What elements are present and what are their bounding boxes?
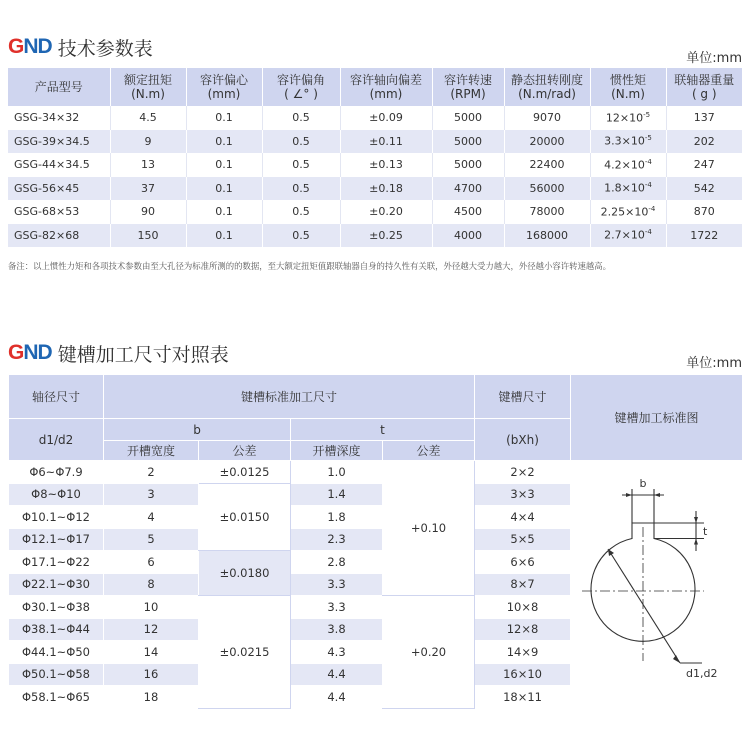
slot-width: 4 (104, 506, 199, 529)
inertia-exponent: -4 (644, 181, 652, 190)
inertia-exponent: -4 (648, 204, 656, 213)
spec-cell-rpm: 5000 (432, 106, 504, 130)
keyway-diagram-drawing (572, 465, 742, 701)
spec-header-4 (340, 68, 432, 106)
spec-cell-stiff: 78000 (504, 200, 590, 224)
slot-width: 14 (104, 641, 199, 664)
spec-cell-angle: 0.5 (262, 224, 340, 248)
keyway-table-row (9, 461, 743, 484)
spec-header-line1: 惯性矩 (609, 73, 646, 87)
spec-cell-weight: 202 (666, 130, 742, 154)
spec-cell-axial: ±0.18 (340, 177, 432, 201)
spec-cell-weight: 870 (666, 200, 742, 224)
slot-depth: 4.3 (291, 641, 383, 664)
spec-cell-weight: 542 (666, 177, 742, 201)
slot-width: 5 (104, 528, 199, 551)
spec-cell-inertia (590, 130, 666, 154)
slot-width: 6 (104, 551, 199, 574)
slot-depth: 2.3 (291, 528, 383, 551)
spec-header-line2: (N.m) (131, 87, 165, 101)
spec-cell-rpm: 4500 (432, 200, 504, 224)
spec-cell-stiff: 22400 (504, 153, 590, 177)
slot-width: 3 (104, 483, 199, 506)
b-arrow-right (654, 493, 660, 497)
key-size: 14×9 (475, 641, 571, 664)
spec-cell-axial: ±0.09 (340, 106, 432, 130)
spec-table-row (8, 200, 742, 224)
slot-width: 10 (104, 596, 199, 619)
slot-depth: 1.0 (291, 461, 383, 484)
header-key-size: 键槽尺寸 (475, 375, 571, 419)
slot-width: 2 (104, 461, 199, 484)
shaft-diameter: Φ38.1~Φ44 (9, 618, 104, 641)
spec-header-2 (186, 68, 262, 106)
keyway-section-header (8, 338, 229, 368)
inertia-base: 3.3×10 (604, 135, 645, 149)
spec-cell-angle: 0.5 (262, 106, 340, 130)
spec-table-row (8, 153, 742, 177)
spec-cell-ecc: 0.1 (186, 130, 262, 154)
spec-table (8, 68, 742, 247)
spec-header-line1: 额定扭矩 (123, 73, 172, 87)
spec-cell-torque: 37 (110, 177, 186, 201)
header-tolerance-b: 公差 (199, 441, 291, 461)
spec-note: 备注：以上惯性力矩和各项技术参数由至大孔径为标准所测的的数据，至大额定扭矩值跟联轴器自身的持久性有关联，外径越大受力越大，外径越小容许转速越高。 (8, 261, 611, 271)
shaft-diameter: Φ8~Φ10 (9, 483, 104, 506)
slot-width: 16 (104, 663, 199, 686)
slot-depth: 3.8 (291, 618, 383, 641)
shaft-diameter: Φ50.1~Φ58 (9, 663, 104, 686)
header-t: t (291, 419, 475, 441)
slot-depth: 4.4 (291, 663, 383, 686)
key-size: 18×11 (475, 686, 571, 709)
spec-header-line2: (N.m) (611, 87, 645, 101)
tolerance-b: ±0.0125 (199, 461, 291, 484)
header-b: b (104, 419, 291, 441)
spec-table-row (8, 130, 742, 154)
spec-header-7 (590, 68, 666, 106)
d-arrow-bottom (673, 655, 680, 663)
spec-header-1 (110, 68, 186, 106)
spec-header-line1: 容许偏心 (199, 73, 248, 87)
inertia-base: 1.8×10 (604, 182, 645, 196)
key-size: 12×8 (475, 618, 571, 641)
spec-header-line2: (RPM) (450, 87, 486, 101)
spec-header-line1: 静态扭转刚度 (510, 73, 583, 87)
inertia-exponent: -5 (643, 110, 651, 119)
spec-unit-label: 单位:mm (686, 51, 742, 66)
spec-header-line2: (N.m/rad) (518, 87, 576, 101)
spec-cell-weight: 1722 (666, 224, 742, 248)
spec-cell-torque: 13 (110, 153, 186, 177)
spec-section-header (8, 32, 153, 62)
spec-cell-stiff: 9070 (504, 106, 590, 130)
inertia-base: 2.25×10 (600, 205, 649, 219)
spec-cell-stiff: 20000 (504, 130, 590, 154)
slot-depth: 1.8 (291, 506, 383, 529)
spec-cell-model: GSG-34×32 (8, 106, 110, 130)
spec-header-5 (432, 68, 504, 106)
header-slot-depth: 开槽深度 (291, 441, 383, 461)
b-arrow-left (626, 493, 632, 497)
spec-cell-axial: ±0.11 (340, 130, 432, 154)
spec-cell-torque: 150 (110, 224, 186, 248)
spec-header-8 (666, 68, 742, 106)
spec-header-line1: 容许轴向偏差 (349, 73, 422, 87)
key-size: 10×8 (475, 596, 571, 619)
inertia-exponent: -4 (644, 228, 652, 237)
diameter-line (608, 549, 680, 663)
inertia-base: 12×10 (605, 111, 644, 125)
spec-cell-inertia (590, 153, 666, 177)
spec-cell-model: GSG-56×45 (8, 177, 110, 201)
tolerance-t: +0.10 (383, 461, 475, 596)
key-size: 2×2 (475, 461, 571, 484)
spec-cell-ecc: 0.1 (186, 153, 262, 177)
spec-header-line2: ( g ) (691, 87, 717, 101)
tolerance-t: +0.20 (383, 596, 475, 709)
slot-depth: 2.8 (291, 551, 383, 574)
spec-cell-model: GSG-82×68 (8, 224, 110, 248)
shaft-diameter: Φ10.1~Φ12 (9, 506, 104, 529)
spec-cell-ecc: 0.1 (186, 224, 262, 248)
keyway-table-title: 键槽加工尺寸对照表 (57, 343, 229, 366)
header-slot-width: 开槽宽度 (104, 441, 199, 461)
tolerance-b: ±0.0215 (199, 596, 291, 709)
label-b: b (639, 476, 647, 490)
spec-cell-inertia (590, 200, 666, 224)
key-size: 16×10 (475, 663, 571, 686)
header-standard-size: 键槽标准加工尺寸 (104, 375, 475, 419)
spec-header-line2: (mm) (369, 87, 403, 101)
spec-header-line2: ( ∠° ) (284, 87, 318, 101)
slot-depth: 1.4 (291, 483, 383, 506)
slot-depth: 3.3 (291, 573, 383, 596)
spec-cell-axial: ±0.20 (340, 200, 432, 224)
inertia-exponent: -5 (644, 134, 652, 143)
spec-header-line1: 容许偏角 (276, 73, 325, 87)
spec-cell-weight: 137 (666, 106, 742, 130)
key-size: 4×4 (475, 506, 571, 529)
spec-cell-axial: ±0.13 (340, 153, 432, 177)
shaft-diameter: Φ58.1~Φ65 (9, 686, 104, 709)
spec-cell-torque: 4.5 (110, 106, 186, 130)
spec-cell-ecc: 0.1 (186, 200, 262, 224)
inertia-base: 4.2×10 (604, 158, 645, 172)
key-size: 6×6 (475, 551, 571, 574)
inertia-base: 2.7×10 (604, 229, 645, 243)
keyway-table (8, 374, 743, 709)
slot-depth: 3.3 (291, 596, 383, 619)
spec-cell-stiff: 168000 (504, 224, 590, 248)
label-t: t (702, 524, 707, 538)
spec-cell-rpm: 5000 (432, 130, 504, 154)
spec-cell-rpm: 5000 (432, 153, 504, 177)
spec-cell-rpm: 4700 (432, 177, 504, 201)
spec-cell-inertia (590, 106, 666, 130)
spec-cell-rpm: 4000 (432, 224, 504, 248)
spec-cell-stiff: 56000 (504, 177, 590, 201)
gnd-logo: G N D (8, 35, 52, 58)
key-size: 5×5 (475, 528, 571, 551)
spec-cell-angle: 0.5 (262, 200, 340, 224)
spec-header-line1: 容许转速 (443, 73, 492, 87)
key-size: 8×7 (475, 573, 571, 596)
shaft-diameter: Φ12.1~Φ17 (9, 528, 104, 551)
key-size: 3×3 (475, 483, 571, 506)
header-bxh: (bXh) (475, 419, 571, 461)
spec-header-3 (262, 68, 340, 106)
spec-table-row (8, 224, 742, 248)
spec-cell-axial: ±0.25 (340, 224, 432, 248)
shaft-diameter: Φ30.1~Φ38 (9, 596, 104, 619)
spec-header-line1: 联轴器重量 (674, 73, 735, 87)
spec-header-row (8, 68, 742, 106)
spec-cell-model: GSG-39×34.5 (8, 130, 110, 154)
spec-cell-weight: 247 (666, 153, 742, 177)
spec-cell-torque: 90 (110, 200, 186, 224)
spec-table-row (8, 177, 742, 201)
inertia-exponent: -4 (644, 157, 652, 166)
spec-cell-inertia (590, 224, 666, 248)
spec-table-row (8, 106, 742, 130)
slot-depth: 4.4 (291, 686, 383, 709)
spec-cell-torque: 9 (110, 130, 186, 154)
shaft-diameter: Φ6~Φ7.9 (9, 461, 104, 484)
shaft-diameter: Φ17.1~Φ22 (9, 551, 104, 574)
slot-width: 12 (104, 618, 199, 641)
gnd-logo-2: G N D (8, 341, 52, 364)
spec-header-0 (8, 68, 110, 106)
header-diagram: 键槽加工标准图 (571, 375, 743, 461)
slot-width: 8 (104, 573, 199, 596)
spec-cell-model: GSG-68×53 (8, 200, 110, 224)
spec-cell-angle: 0.5 (262, 177, 340, 201)
shaft-diameter: Φ22.1~Φ30 (9, 573, 104, 596)
spec-cell-ecc: 0.1 (186, 177, 262, 201)
shaft-diameter: Φ44.1~Φ50 (9, 641, 104, 664)
spec-cell-ecc: 0.1 (186, 106, 262, 130)
header-tolerance-t: 公差 (383, 441, 475, 461)
header-d1d2: d1/d2 (9, 419, 104, 461)
spec-header-6 (504, 68, 590, 106)
tolerance-b: ±0.0180 (199, 551, 291, 596)
t-arrow-bottom (694, 538, 698, 544)
tolerance-b: ±0.0150 (199, 483, 291, 551)
spec-table-title: 技术参数表 (57, 37, 153, 60)
keyway-unit-label: 单位:mm (686, 356, 742, 371)
spec-cell-angle: 0.5 (262, 153, 340, 177)
label-d: d1,d2 (685, 666, 717, 680)
spec-cell-model: GSG-44×34.5 (8, 153, 110, 177)
keyway-diagram (571, 461, 743, 709)
spec-header-line1: 产品型号 (34, 80, 83, 94)
header-shaft-size: 轴径尺寸 (9, 375, 104, 419)
spec-cell-inertia (590, 177, 666, 201)
spec-cell-angle: 0.5 (262, 130, 340, 154)
t-arrow-top (694, 517, 698, 523)
d-arrow-top (608, 549, 614, 556)
slot-width: 18 (104, 686, 199, 709)
spec-header-line2: (mm) (207, 87, 241, 101)
